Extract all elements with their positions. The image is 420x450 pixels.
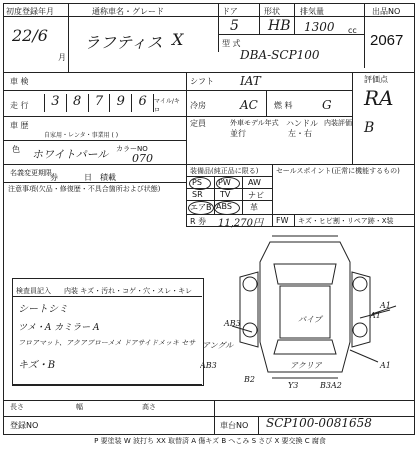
doors-label: ドア (222, 7, 238, 16)
damage-mark: A1 (370, 311, 381, 320)
recycle-value: 11,270円 (218, 218, 263, 229)
handle-label: ハンドル (286, 119, 318, 128)
docs-label: 名義変更期限 (10, 169, 52, 177)
length-label: 長さ (10, 403, 24, 411)
equip-ps: PS (192, 178, 202, 187)
reg-no-label: 登録NO (10, 421, 39, 430)
lot-value: 2067 (370, 32, 404, 49)
shape-label: 形状 (264, 7, 280, 16)
first-reg-label: 初度登録年月 (6, 7, 54, 16)
displacement-unit: cc (348, 26, 357, 35)
fw-note: キズ・ヒビ割・リペア跡・X装 (298, 217, 394, 225)
damage-mark: アングル (202, 341, 234, 350)
equip-navi: ナビ (248, 191, 264, 200)
name-grade-label: 通称車名・グレード (92, 7, 164, 16)
damage-mark: A1 (380, 361, 391, 370)
mileage-digit: 9 (109, 94, 131, 112)
damage-mark: Y3 (288, 381, 299, 390)
shaken-label: 車 検 (10, 77, 29, 86)
doors-value: 5 (230, 18, 239, 34)
mileage-digit: 3 (44, 94, 66, 112)
capacity-label: 定員 (190, 119, 206, 128)
handle-value: 左・右 (288, 129, 312, 138)
mileage-digit: 7 (88, 94, 110, 112)
inspection-note-3: フロアマット、アクアブローメメ ドアサイドメッキ セサ (18, 339, 196, 347)
height-label: 高さ (142, 403, 156, 411)
history-options: 自家用・レンタ・事業用 ( ) (44, 132, 119, 139)
color-label: 色 (12, 145, 20, 154)
inspection-legend: 内装 キズ・汚れ・コゲ・穴・スレ・キレ (64, 287, 193, 295)
mileage-digit: 6 (131, 94, 154, 112)
damage-mark: AB3 (224, 319, 241, 328)
shift-label: シフト (190, 77, 214, 86)
damage-mark: B3A2 (320, 381, 342, 390)
color-no-label: カラーNO (116, 145, 148, 153)
equip-abs: ABS (216, 202, 232, 211)
recycle-r-label: R 券 (190, 217, 207, 226)
eval-label: 評価点 (364, 75, 388, 84)
fuel-value: G (322, 98, 332, 112)
shift-value: IAT (240, 74, 261, 88)
first-reg-value: 22/6 (12, 26, 48, 45)
equip-abs-circle (214, 201, 240, 215)
model-label: 型 式 (222, 39, 241, 48)
lot-label: 出品NO (372, 7, 401, 16)
damage-mark: B2 (244, 375, 255, 384)
equip-airbag: エアB (190, 203, 212, 212)
damage-mark: A1 (380, 301, 391, 310)
aircon-value: AC (240, 98, 258, 112)
model-change-label: 外車モデル年式 (230, 119, 279, 127)
displacement-value: 1300 (304, 20, 335, 34)
width-label: 幅 (76, 403, 83, 411)
inspection-note-4: キズ・B (18, 360, 56, 371)
damage-mark: AB3 (200, 361, 217, 370)
fw-label: FW (276, 216, 289, 225)
damage-mark: アクリア (290, 361, 322, 370)
equip-ps-circle (189, 177, 211, 190)
fuel-label: 燃 料 (274, 101, 293, 110)
recycle-label-2: 日 (84, 173, 92, 182)
equip-sr: SR (192, 190, 203, 199)
parallel-label: 並行 (230, 129, 246, 138)
first-reg-unit: 月 (58, 53, 66, 62)
model-value: DBA-SCP100 (240, 48, 320, 62)
color-no-value: 070 (132, 152, 153, 165)
equip-leather: 革 (250, 203, 258, 212)
chassis-value: SCP100-0081658 (266, 416, 372, 430)
displacement-label: 排気量 (300, 7, 324, 16)
inspection-title: 検査員記入 (16, 287, 51, 295)
history-label: 車 歴 (10, 121, 29, 130)
aircon-label: 冷房 (190, 101, 206, 110)
damage-mark: パイプ (298, 315, 322, 324)
sales-point-label: セールスポイント(正常に機能するもの) (276, 167, 400, 175)
color-value: ホワイトパール (32, 148, 109, 161)
equip-pw: PW (218, 178, 231, 187)
recycle-label-3: 積載 (100, 173, 116, 182)
damage-legend: P 要塗装 W 波打ち XX 取替済 A 傷キズ B へこみ S さび X 要交換 C 腐食 (94, 437, 326, 445)
equip-label: 装備品(純正品に限る) (190, 167, 259, 175)
eval-value: RA (364, 86, 394, 110)
mileage-digit: 8 (66, 94, 88, 112)
car-damage-diagram (200, 222, 405, 390)
equip-tv: TV (220, 190, 231, 199)
mileage-digits (44, 94, 154, 112)
shape-value: HB (268, 18, 291, 34)
recycle-label-1: 券 (50, 173, 58, 182)
equip-airbag-circle (188, 201, 214, 215)
equip-aw: AW (248, 178, 261, 187)
interior-value: B (364, 120, 375, 136)
inspection-note-1: シートシミ (18, 304, 68, 315)
grade-value: X (172, 30, 184, 49)
inspection-note-2: ツメ・A カミラー A (18, 323, 100, 333)
notes-label: 注意事項(欠品・修復歴・不具合箇所および状態) (8, 185, 161, 193)
mileage-label: 走 行 (10, 101, 29, 110)
interior-label: 内装評価 (324, 119, 352, 127)
equip-pw-circle (216, 177, 240, 190)
car-name: ラフティス (84, 33, 163, 52)
chassis-label: 車台NO (220, 421, 249, 430)
mileage-unit: マイル/キロ (154, 98, 180, 114)
